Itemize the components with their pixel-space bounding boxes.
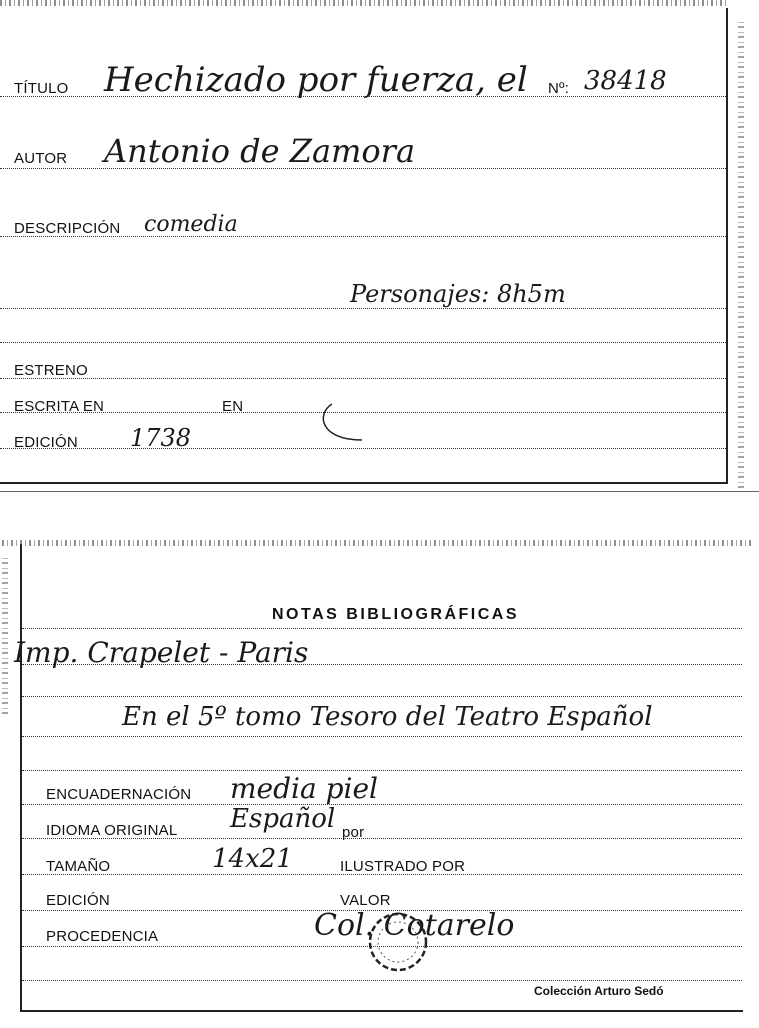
idioma-value: Español	[230, 804, 336, 834]
rule-line	[0, 448, 726, 449]
edicion-value: 1738	[130, 424, 192, 452]
autor-value: Antonio de Zamora	[104, 132, 416, 170]
catalog-card-bottom	[14, 544, 743, 1012]
escrita-en-label: ESCRITA EN	[14, 398, 105, 415]
estreno-label: ESTRENO	[14, 362, 88, 379]
edicion-label: EDICIÓN	[46, 892, 110, 909]
rule-line	[0, 308, 726, 309]
personajes-value: Personajes: 8h5m	[350, 280, 566, 308]
encuadernacion-value: media piel	[230, 772, 378, 805]
rule-line	[22, 980, 742, 981]
valor-label: VALOR	[340, 892, 391, 909]
rule-line	[22, 628, 742, 629]
numero-label: Nº:	[548, 80, 570, 97]
descripcion-value: comedia	[144, 212, 238, 237]
encuadernacion-label: ENCUADERNACIÓN	[46, 786, 192, 803]
collection-footer: Colección Arturo Sedó	[534, 984, 664, 998]
rule-line	[0, 378, 726, 379]
titulo-label: TÍTULO	[14, 80, 69, 97]
edicion-label: EDICIÓN	[14, 434, 78, 451]
ink-smudge-mark	[312, 400, 376, 448]
scan-side-noise	[738, 18, 744, 488]
library-stamp	[366, 910, 430, 974]
card-separator	[0, 491, 759, 492]
procedencia-label: PROCEDENCIA	[46, 928, 159, 945]
rule-line	[22, 770, 742, 771]
catalog-card-top	[0, 8, 728, 484]
rule-line	[22, 736, 742, 737]
idioma-label: IDIOMA ORIGINAL	[46, 822, 178, 839]
autor-label: AUTOR	[14, 150, 68, 167]
rule-line	[22, 804, 742, 805]
tamano-label: TAMAÑO	[46, 858, 111, 875]
por-label: por	[342, 824, 365, 841]
procedencia-value: Col. Cotarelo	[314, 908, 515, 943]
note-line-2: En el 5º tomo Tesoro del Teatro Español	[122, 702, 653, 732]
note-line-1: Imp. Crapelet - Paris	[14, 636, 309, 669]
scan-edge-noise	[2, 540, 751, 546]
rule-line	[22, 696, 742, 697]
notas-heading: NOTAS BIBLIOGRÁFICAS	[272, 606, 520, 623]
en-label: EN	[222, 398, 244, 415]
tamano-value: 14x21	[212, 844, 293, 874]
scan-edge-noise	[0, 0, 728, 6]
titulo-value: Hechizado por fuerza, el	[104, 60, 528, 100]
scan-side-noise	[2, 554, 8, 714]
numero-value: 38418	[584, 66, 667, 96]
ilustrado-label: ILUSTRADO POR	[340, 858, 466, 875]
rule-line	[0, 342, 726, 343]
descripcion-label: DESCRIPCIÓN	[14, 220, 121, 237]
